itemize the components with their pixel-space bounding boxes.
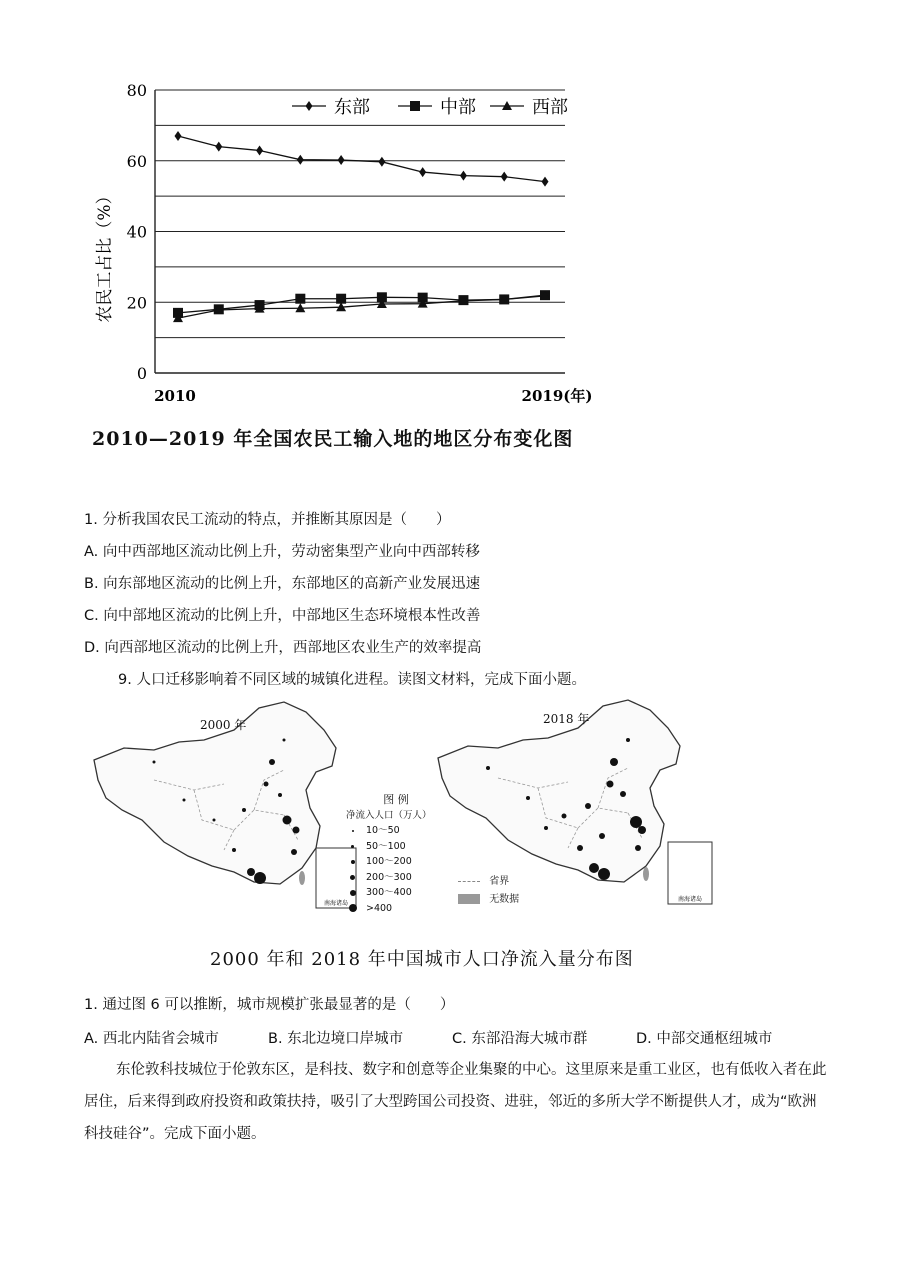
square-marker	[410, 101, 420, 111]
x-tick-start: 2010	[154, 387, 196, 405]
map-caption: 2000 年和 2018 年中国城市人口净流入量分布图	[210, 949, 634, 970]
x-tick-end: 2019(年)	[521, 387, 593, 405]
legend-item: 300～400	[346, 885, 476, 901]
material-paragraph: 东伦敦科技城位于伦敦东区，是科技、数字和创意等企业集聚的中心。这里原来是重工业区，也有低收入者在此居住，后来得到政府投资和政策扶持，吸引了大型跨国公司投资、进驻，邻近的多所大学不断提供人才，成为“欧洲科技硅谷”。完成下面小题。	[84, 1062, 827, 1142]
series-line	[178, 295, 545, 313]
migrant-worker-line-chart	[80, 70, 600, 415]
diamond-marker	[215, 142, 222, 152]
map-2018-title: 2018 年	[543, 712, 590, 726]
legend-title: 图 例	[383, 793, 409, 806]
dashed-line-icon	[458, 881, 480, 882]
dot-icon	[349, 904, 357, 912]
y-axis-label: 农民工占比（%）	[95, 187, 115, 323]
dot-icon	[350, 875, 355, 880]
legend-item: 50～100	[346, 839, 476, 855]
diamond-marker	[542, 177, 549, 187]
inset-label-2018: 南海诸岛	[677, 896, 703, 903]
q2-option-b: B. 东北边境口岸城市	[268, 1031, 404, 1047]
legend-no-data: 无数据	[458, 890, 519, 905]
diamond-marker	[297, 155, 304, 165]
chart-legend	[292, 97, 568, 118]
legend-label: 东部	[334, 97, 370, 118]
q1-option-d: D. 向西部地区流动的比例上升，西部地区农业生产的效率提高	[84, 640, 482, 656]
dot-icon	[350, 890, 356, 896]
y-tick-label: 0	[136, 364, 147, 383]
legend-label: 西部	[532, 97, 568, 118]
y-tick-label: 20	[126, 293, 147, 313]
q9-intro: 9. 人口迁移影响着不同区域的城镇化进程。读图文材料，完成下面小题。	[118, 672, 586, 688]
series-diamond	[175, 131, 549, 187]
gray-swatch-icon	[458, 894, 480, 904]
chart-caption: 2010—2019 年全国农民工输入地的地区分布变化图	[92, 428, 574, 450]
series-line	[178, 136, 545, 182]
legend-item: >400	[346, 901, 476, 917]
q2-option-c: C. 东部沿海大城市群	[452, 1031, 588, 1047]
legend-item: 10～50	[346, 823, 476, 839]
dot-icon	[351, 860, 355, 864]
diamond-marker	[338, 155, 345, 165]
diamond-marker	[460, 171, 467, 181]
q2-stem: 1. 通过图 6 可以推断，城市规模扩张最显著的是（ ）	[84, 997, 455, 1013]
inset-label-2000: 南海诸岛	[323, 900, 349, 907]
diamond-marker	[378, 157, 385, 167]
diamond-marker	[306, 101, 313, 111]
y-tick-label: 80	[126, 81, 147, 100]
q2-option-d: D. 中部交通枢纽城市	[636, 1031, 773, 1047]
map-2000-title: 2000 年	[200, 718, 247, 732]
legend-subtitle: 净流入人口（万人）	[346, 809, 432, 821]
legend-item: 200～300	[346, 870, 476, 886]
diamond-marker	[175, 131, 182, 141]
legend-item: 100～200	[346, 854, 476, 870]
dot-icon	[351, 845, 354, 848]
series-square	[173, 290, 550, 318]
dot-icon	[352, 830, 354, 832]
y-tick-label: 60	[126, 151, 147, 171]
q1-option-c: C. 向中部地区流动的比例上升，中部地区生态环境根本性改善	[84, 608, 481, 624]
q1-option-a: A. 向中西部地区流动比例上升，劳动密集型产业向中西部转移	[84, 544, 480, 560]
diamond-marker	[419, 167, 426, 177]
diamond-marker	[256, 145, 263, 155]
q2-option-a: A. 西北内陆省会城市	[84, 1031, 219, 1047]
chart-series	[173, 131, 550, 322]
map-legend	[346, 792, 476, 916]
diamond-marker	[501, 172, 508, 182]
legend-label: 中部	[440, 97, 476, 118]
q1-stem: 1. 分析我国农民工流动的特点，并推断其原因是（ ）	[84, 512, 451, 528]
chart-grid	[155, 90, 565, 373]
y-tick-label: 40	[126, 222, 147, 242]
legend-province-line: 省界	[458, 872, 509, 887]
y-tick-labels	[127, 81, 147, 383]
q1-option-b: B. 向东部地区流动的比例上升，东部地区的高新产业发展迅速	[84, 576, 481, 592]
series-triangle	[173, 291, 550, 322]
square-marker	[295, 294, 305, 304]
